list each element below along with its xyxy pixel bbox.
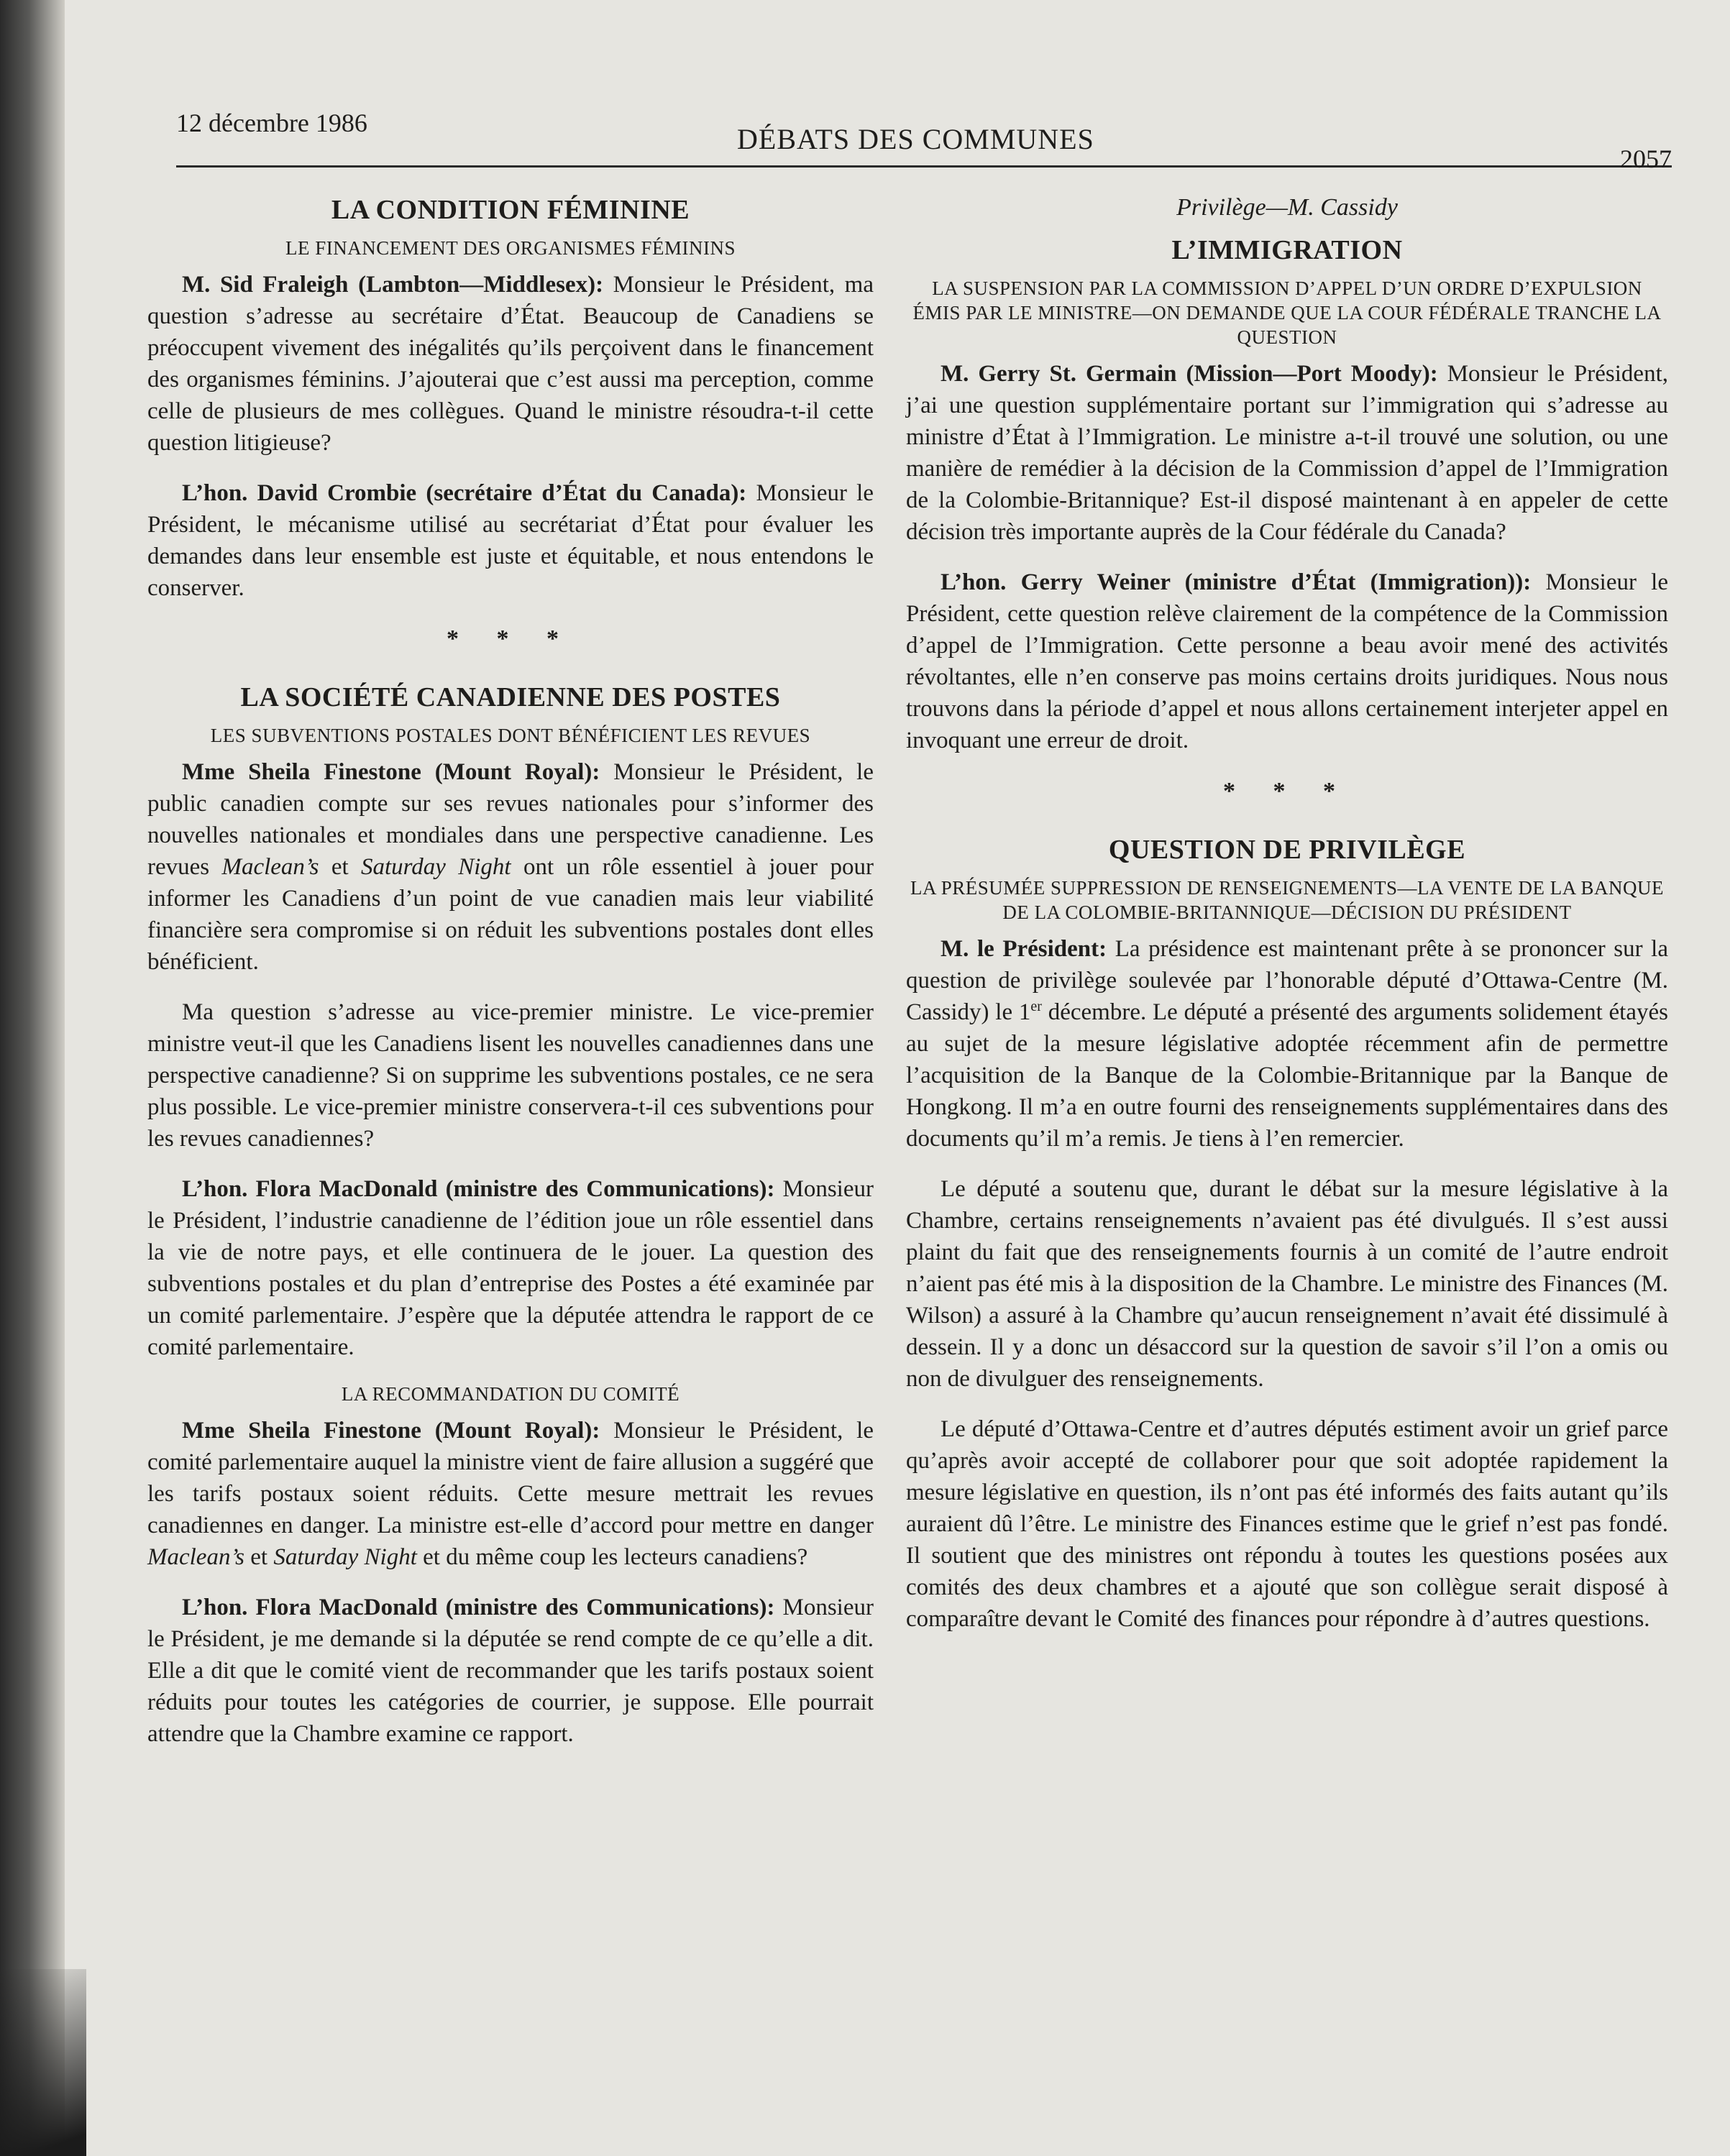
paragraph-text: ont un rôle essentiel à jouer pour informer les Canadiens d’un point de vue canadien mais leur viabilité financière sera compromise si on réduit les subventions postales dont elles bénéficient. — [147, 854, 874, 975]
section-title: QUESTION DE PRIVILÈGE — [1108, 835, 1466, 865]
running-head: Privilège—M. Cassidy — [1176, 194, 1398, 221]
paragraph — [147, 1415, 874, 1573]
right-column — [906, 194, 1668, 1653]
speaker-name: L’hon. David Crombie (secrétaire d’État du Canada): — [182, 480, 747, 506]
paragraph-text: Monsieur le Président, ma question s’adresse au secrétaire d’État. Beaucoup de Canadiens se préoccupent vivement des inégalités qu’ils perçoivent dans le financement des organismes féminins. J’ajouterai que c’est aussi ma perception, comme celle de plusieurs de mes collègues. Quand le ministre résoudra-t-il cette question litigieuse? — [147, 272, 874, 456]
book-gutter-shadow — [0, 0, 65, 2156]
section-postes — [147, 682, 874, 1363]
paragraph: Ma question s’adresse au vice-premier ministre. Le vice-premier ministre veut-il que les Canadiens lisent les nouvelles canadiennes dans une perspective canadienne? Si on supprime les subventions postales, ce ne sera plus possible. Le vice-premier ministre conservera-t-il ces subventions pour les revues canadiennes? — [147, 999, 874, 1152]
header-title: DÉBATS DES COMMUNES — [737, 123, 1094, 155]
page-header — [176, 101, 1672, 173]
section-privilege — [906, 834, 1668, 1635]
paragraph-text: Monsieur le Président, le public canadien compte sur ses revues nationales pour s’informer des nouvelles nationales et mondiales dans une perspective canadienne. Les revues — [147, 759, 874, 880]
paragraph-text: et — [244, 1544, 274, 1570]
italic-title: Maclean’s — [147, 1544, 245, 1570]
speaker-name: Mme Sheila Finestone (Mount Royal): — [182, 1418, 600, 1444]
paragraph-text: Monsieur le Président, l’industrie canadienne de l’édition joue un rôle essentiel dans la vie de notre pays, et elle continuera de le jouer. La question des subventions postales et du plan d’entreprise des Postes a été examinée par un comité parlementaire. J’espère que la députée attendra le rapport de ce comité parlementaire. — [147, 1176, 874, 1360]
section-separator: * * * — [1223, 778, 1351, 804]
section-subtitle: LA PRÉSUMÉE SUPPRESSION DE RENSEIGNEMENTS—LA VENTE DE LA BANQUE DE LA COLOMBIE-BRITANNIQUE—DÉCISION DU PRÉSIDENT — [910, 877, 1665, 923]
speaker-name: L’hon. Flora MacDonald (ministre des Communications): — [182, 1595, 775, 1620]
paragraph — [147, 1592, 874, 1750]
paragraph — [147, 1173, 874, 1363]
speaker-name: M. Sid Fraleigh (Lambton—Middlesex): — [182, 272, 604, 298]
speaker-name: M. Gerry St. Germain (Mission—Port Moody): — [940, 361, 1438, 387]
paragraph-text: La présidence est maintenant prête à se prononcer sur la question de privilège soulevée par l’honorable député d’Ottawa-Centre (M. Cassidy) le 1 — [906, 936, 1668, 1025]
section-title: L’IMMIGRATION — [1171, 235, 1403, 265]
header-page-number: 2057 — [1620, 145, 1672, 173]
superscript: er — [1030, 999, 1042, 1014]
paragraph-text: et — [319, 854, 361, 880]
paragraph — [147, 477, 874, 604]
section-condition-feminine — [147, 194, 874, 604]
paragraph-text: et du même coup les lecteurs canadiens? — [416, 1544, 808, 1570]
paragraph — [906, 566, 1668, 756]
section-separator: * * * — [447, 625, 575, 652]
page-corner-shadow — [0, 1969, 86, 2156]
section-recommandation — [147, 1382, 874, 1750]
speaker-name: L’hon. Gerry Weiner (ministre d’État (Immigration)): — [940, 569, 1532, 595]
paragraph: Le député a soutenu que, durant le débat sur la mesure législative à la Chambre, certains renseignements n’avaient pas été divulgués. Il s’est aussi plaint du fait que des renseignements fournis à un comité de l’autre endroit n’aient pas été mis à la disposition de la Chambre. Le ministre des Finances (M. Wilson) a assuré à la Chambre qu’aucun renseignement n’avait été dissimulé à dessein. Il y a donc un désaccord sur la question de savoir s’il l’on a omis ou non de divulguer des renseignements. — [906, 1176, 1668, 1392]
header-date: 12 décembre 1986 — [176, 109, 367, 137]
paragraph — [906, 358, 1668, 548]
section-immigration — [906, 234, 1668, 756]
paragraph — [147, 756, 874, 978]
section-subtitle: LA RECOMMANDATION DU COMITÉ — [341, 1383, 680, 1405]
italic-title: Saturday Night — [273, 1544, 417, 1570]
paragraph — [147, 269, 874, 459]
paragraph-text: décembre. Le député a présenté des arguments solidement étayés au sujet de la mesure législative adoptée récemment afin de permettre l’acquisition de la Banque de la Colombie-Britannique par la Banque de Hongkong. Il m’a en outre fourni des renseignements supplémentaires dans des documents qu’il m’a remis. Je tiens à l’en remercier. — [906, 999, 1668, 1152]
paragraph-text: Monsieur le Président, le comité parlementaire auquel la ministre vient de faire allusion a suggéré que les tarifs postaux soient réduits. Cette mesure mettrait les revues canadiennes en danger. La ministre est-elle d’accord pour mettre en danger — [147, 1418, 874, 1538]
speaker-name: M. le Président: — [940, 936, 1107, 962]
section-subtitle: LA SUSPENSION PAR LA COMMISSION D’APPEL D’UN ORDRE D’EXPULSION ÉMIS PAR LE MINISTRE—ON DEMANDE QUE LA COUR FÉDÉRALE TRANCHE LA QUESTION — [912, 277, 1662, 348]
section-subtitle: LES SUBVENTIONS POSTALES DONT BÉNÉFICIENT LES REVUES — [210, 725, 811, 746]
section-title: LA CONDITION FÉMININE — [331, 195, 690, 225]
speaker-name: Mme Sheila Finestone (Mount Royal): — [182, 759, 600, 785]
speaker-name: L’hon. Flora MacDonald (ministre des Communications): — [182, 1176, 775, 1202]
section-title: LA SOCIÉTÉ CANADIENNE DES POSTES — [240, 682, 781, 712]
paragraph — [906, 933, 1668, 1155]
paragraph-text: Monsieur le Président, je me demande si la députée se rend compte de ce qu’elle a dit. Elle a dit que le comité vient de recommander que les tarifs postaux soient réduits pour toutes les catégories de courrier, je suppose. Elle pourrait attendre que la Chambre examine ce rapport. — [147, 1595, 874, 1747]
italic-title: Maclean’s — [221, 854, 319, 880]
paragraph-text: Monsieur le Président, le mécanisme utilisé au secrétariat d’État pour évaluer les demandes dans leur ensemble est juste et équitable, et nous entendons le conserver. — [147, 480, 874, 601]
paragraph-text: Monsieur le Président, cette question relève clairement de la compétence de la Commission d’appel de l’Immigration. Cette personne a beau avoir mené des activités révoltantes, elle n’en conserve pas moins certains droits juridiques. Nous nous trouvons dans la période d’appel et nous allons certainement interjeter appel en invoquant une erreur de droit. — [906, 569, 1669, 753]
italic-title: Saturday Night — [360, 854, 511, 880]
paragraph-text: Monsieur le Président, j’ai une question supplémentaire portant sur l’immigration qui s’adresse au ministre d’État à l’Immigration. Le ministre a-t-il trouvé une solution, ou une manière de remédier à la décision de la Commission d’appel de l’Immigration de la Colombie-Britannique? Est-il disposé maintenant à en appeler de cette décision très importante auprès de la Cour fédérale du Canada? — [906, 361, 1669, 545]
paragraph: Le député d’Ottawa-Centre et d’autres députés estiment avoir un grief parce qu’après avoir accepté de collaborer pour que soit adoptée rapidement la mesure législative en question, ils n’ont pas été informés des faits autant qu’ils auraient dû l’être. Le ministre des Finances estime que le grief n’est pas fondé. Il soutient que des ministres ont répondu à toutes les questions posées aux comités des deux chambres et a ajouté que son collègue serait disposé à comparaître devant le Comité des finances pour répondre à d’autres questions. — [906, 1416, 1668, 1632]
left-column — [147, 194, 874, 1769]
section-subtitle: LE FINANCEMENT DES ORGANISMES FÉMININS — [285, 237, 736, 259]
